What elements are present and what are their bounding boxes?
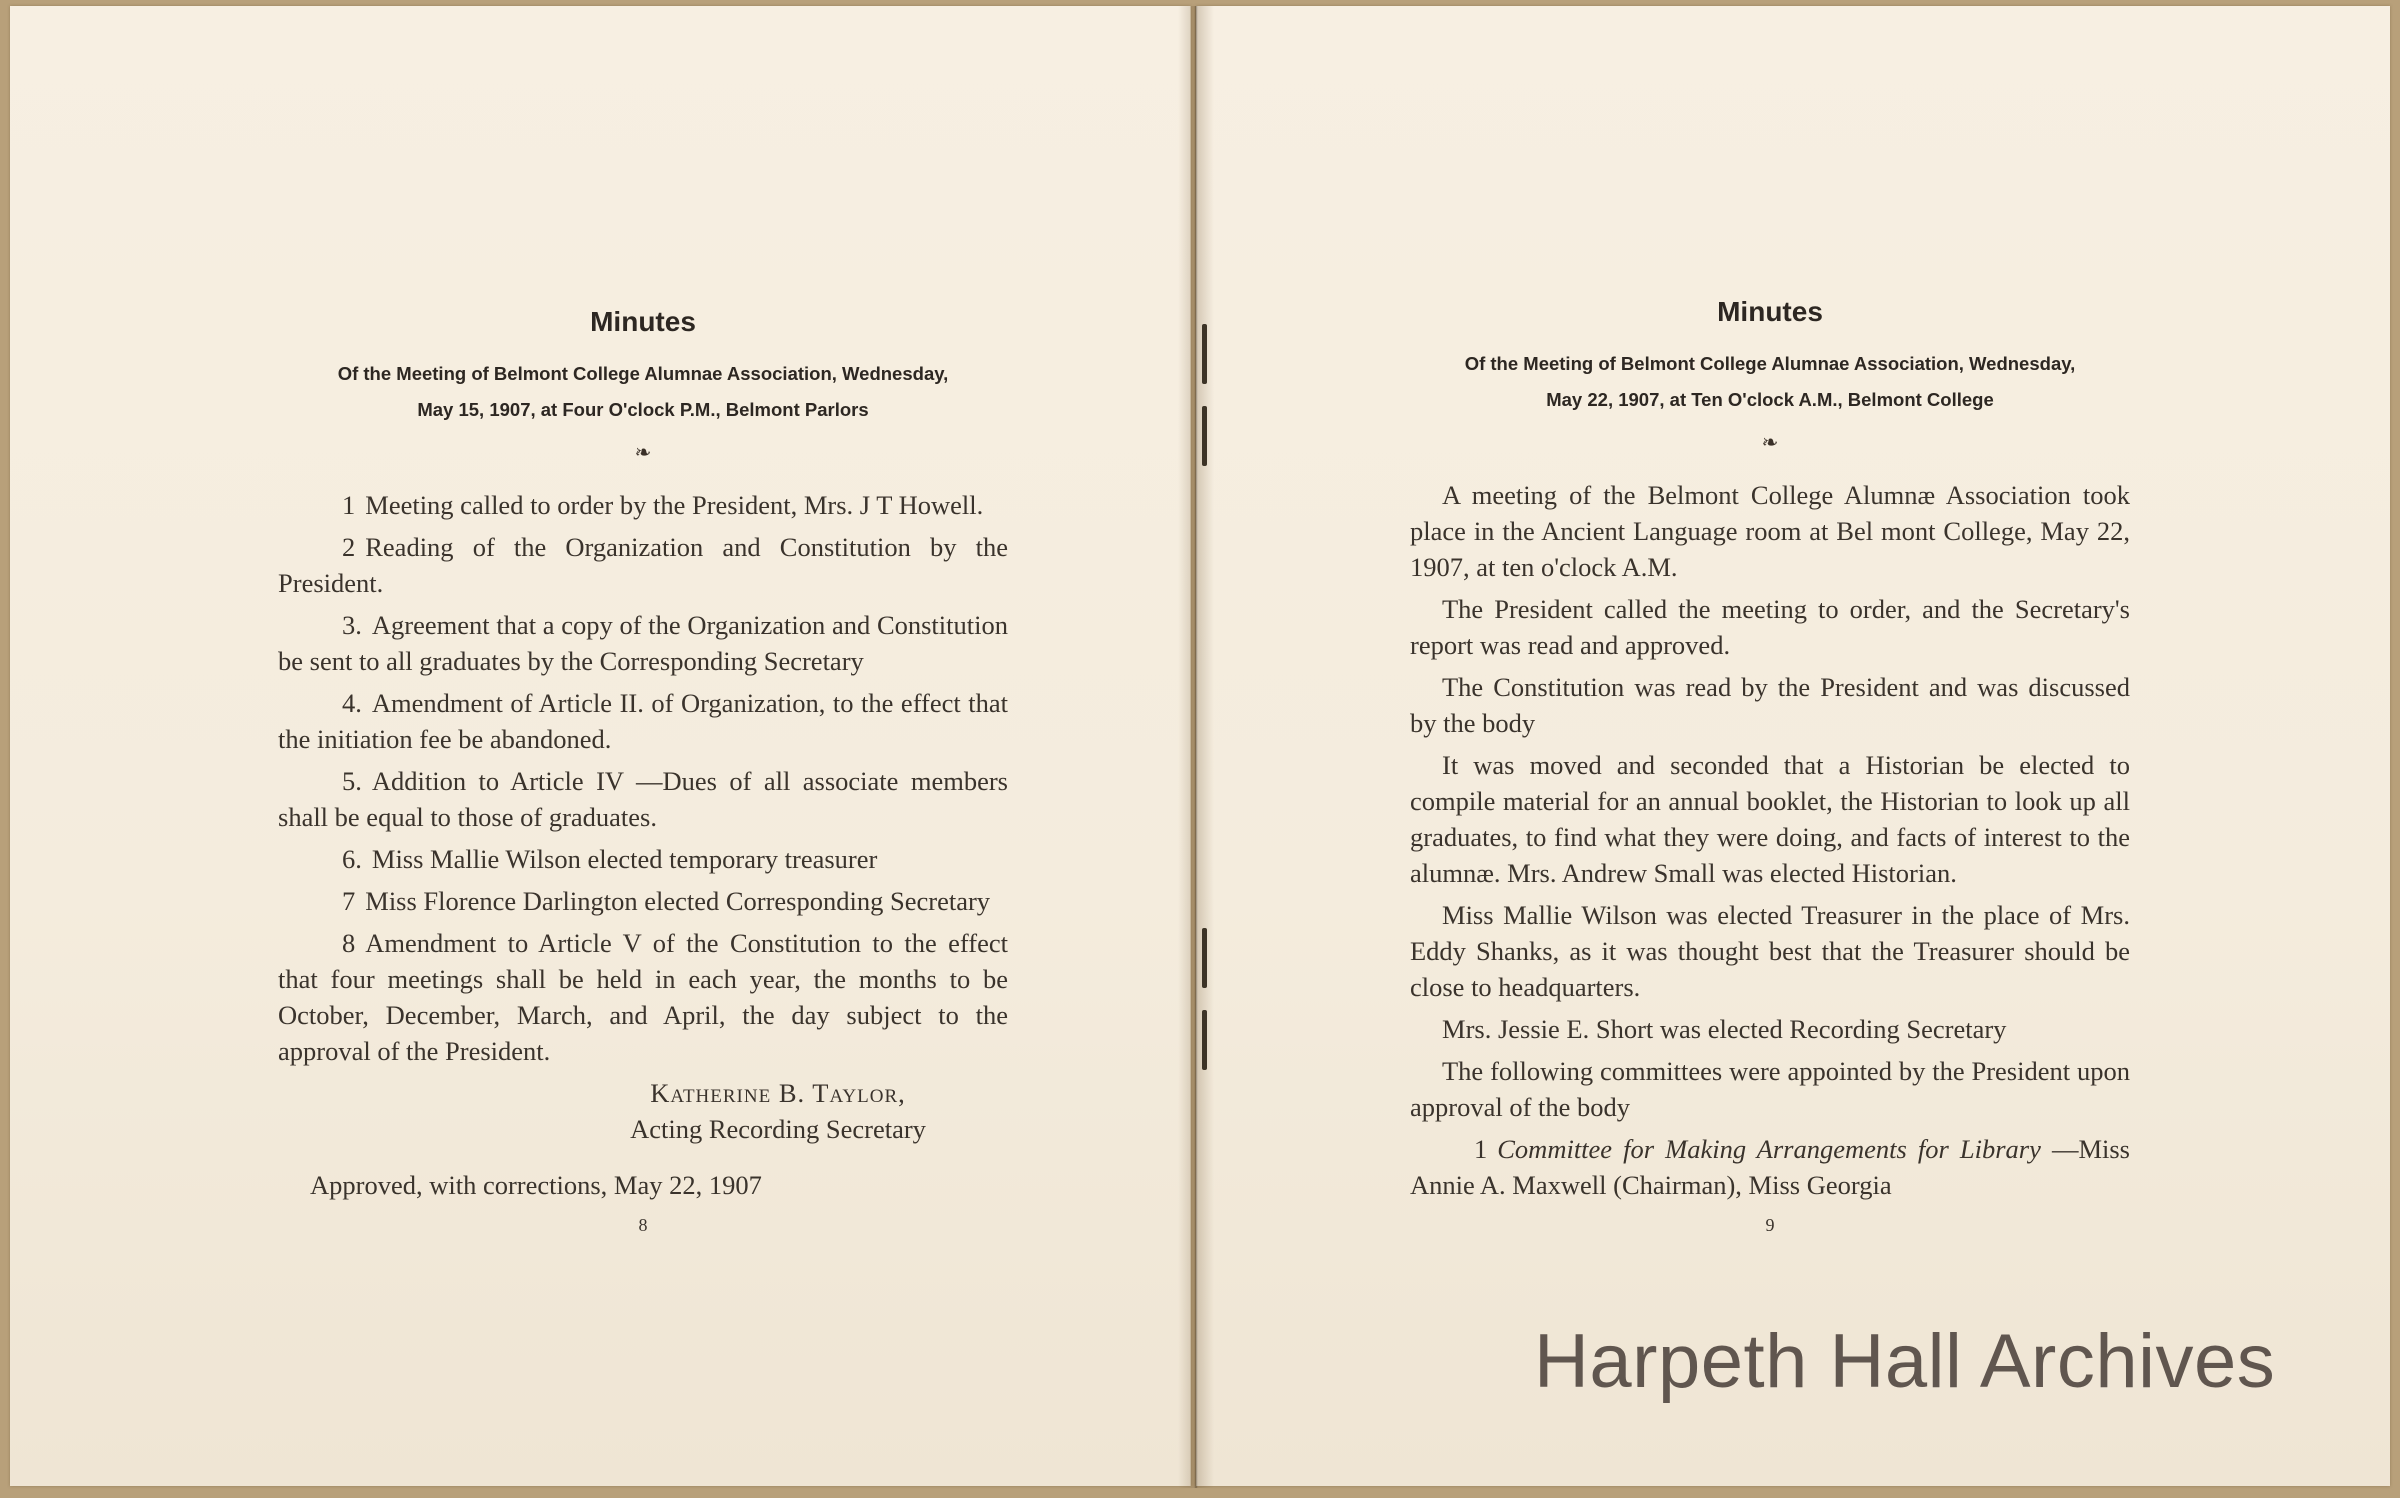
archive-watermark: Harpeth Hall Archives: [1534, 1319, 2276, 1404]
item-text: Miss Florence Darlington elected Corresponding Secretary: [365, 886, 991, 916]
binding-stitch: [1202, 928, 1207, 988]
item-number: 1: [342, 490, 356, 520]
item-text: Amendment to Article V of the Constitution to the effect that four meetings shall be held in each year, the months to be October, December, March, and April, the day subject to the approval of the President.: [278, 928, 1008, 1066]
item-number: 4.: [342, 688, 362, 718]
item-number: 8: [342, 928, 356, 958]
minutes-paragraph: The following committees were appointed by the President upon approval of the body: [1410, 1056, 2130, 1122]
meeting-subtitle: [1410, 346, 2130, 418]
binding-stitch: [1202, 1010, 1207, 1070]
minutes-paragraph: Miss Mallie Wilson was elected Treasurer in the place of Mrs. Eddy Shanks, as it was thought best that the Treasurer should be close to headquarters.: [1410, 900, 2130, 1002]
book-gutter: [1178, 6, 1214, 1488]
minutes-paragraph: It was moved and seconded that a Historian be elected to compile material for an annual booklet, the Historian to look up all graduates, to find what they were doing, and facts of interest to the alumnæ. Mrs. Andrew Small was elected Historian.: [1410, 750, 2130, 888]
minutes-item: [278, 841, 1008, 877]
signature-name: Katherine B. Taylor,: [650, 1078, 906, 1108]
committee-number: 1: [1474, 1134, 1488, 1164]
page-number: 8: [638, 1215, 648, 1235]
book-spread: [10, 6, 2394, 1492]
item-text: Agreement that a copy of the Organization and Constitution be sent to all graduates by the Corresponding Secretary: [278, 610, 1008, 676]
item-text: Meeting called to order by the President, Mrs. J T Howell.: [365, 490, 984, 520]
item-text: Amendment of Article II. of Organization, to the effect that the initiation fee be abandoned.: [278, 688, 1008, 754]
committee-paragraph: [1410, 1131, 2130, 1203]
signature-title: Acting Recording Secretary: [630, 1114, 926, 1144]
right-page-content: [1410, 286, 2130, 1236]
fleuron-ornament: ❧: [1761, 432, 1779, 454]
left-page: [10, 6, 1191, 1486]
committee-title: Committee for Making Arrangements for Library: [1497, 1134, 2041, 1164]
item-text: Miss Mallie Wilson elected temporary treasurer: [371, 844, 878, 874]
item-number: 5.: [342, 766, 362, 796]
minutes-item: [278, 763, 1008, 835]
item-number: 3.: [342, 610, 362, 640]
minutes-paragraph: A meeting of the Belmont College Alumnæ Association took place in the Ancient Language room at Bel mont College, May 22, 1907, at ten o'clock A.M.: [1410, 480, 2130, 582]
meeting-subtitle: [278, 356, 1008, 428]
item-number: 2: [342, 532, 356, 562]
signature-block: [588, 1075, 968, 1147]
minutes-paragraph: Mrs. Jessie E. Short was elected Recording Secretary: [1442, 1014, 2007, 1044]
fleuron-ornament: ❧: [634, 442, 652, 464]
minutes-item: [278, 607, 1008, 679]
minutes-item: [278, 925, 1008, 1069]
minutes-item: [278, 487, 1008, 523]
committee-members: —Miss Annie A. Maxwell (Chairman), Miss Georgia: [1410, 1134, 2130, 1200]
right-page: [1196, 6, 2390, 1486]
minutes-paragraph: The President called the meeting to order, and the Secretary's report was read and approved.: [1410, 594, 2130, 660]
binding-stitch: [1202, 324, 1207, 384]
item-text: Addition to Article IV —Dues of all associate members shall be equal to those of graduates.: [278, 766, 1008, 832]
binding-stitch: [1202, 406, 1207, 466]
subtitle-line: Of the Meeting of Belmont College Alumnae Association, Wednesday,: [1464, 353, 2076, 374]
page-title: Minutes: [590, 306, 696, 337]
page-number: 9: [1765, 1215, 1775, 1235]
subtitle-line: Of the Meeting of Belmont College Alumnae Association, Wednesday,: [337, 363, 949, 384]
item-text: Reading of the Organization and Constitution by the President.: [278, 532, 1008, 598]
item-number: 7: [342, 886, 356, 916]
minutes-item: [278, 529, 1008, 601]
approval-note: Approved, with corrections, May 22, 1907: [310, 1170, 762, 1200]
minutes-item: [278, 685, 1008, 757]
item-number: 6.: [342, 844, 362, 874]
left-page-content: [278, 296, 1008, 1236]
minutes-item: [278, 883, 1008, 919]
subtitle-line: May 15, 1907, at Four O'clock P.M., Belmont Parlors: [417, 399, 869, 420]
page-title: Minutes: [1717, 296, 1823, 327]
subtitle-line: May 22, 1907, at Ten O'clock A.M., Belmont College: [1546, 389, 1994, 410]
minutes-paragraph: The Constitution was read by the President and was discussed by the body: [1410, 672, 2130, 738]
